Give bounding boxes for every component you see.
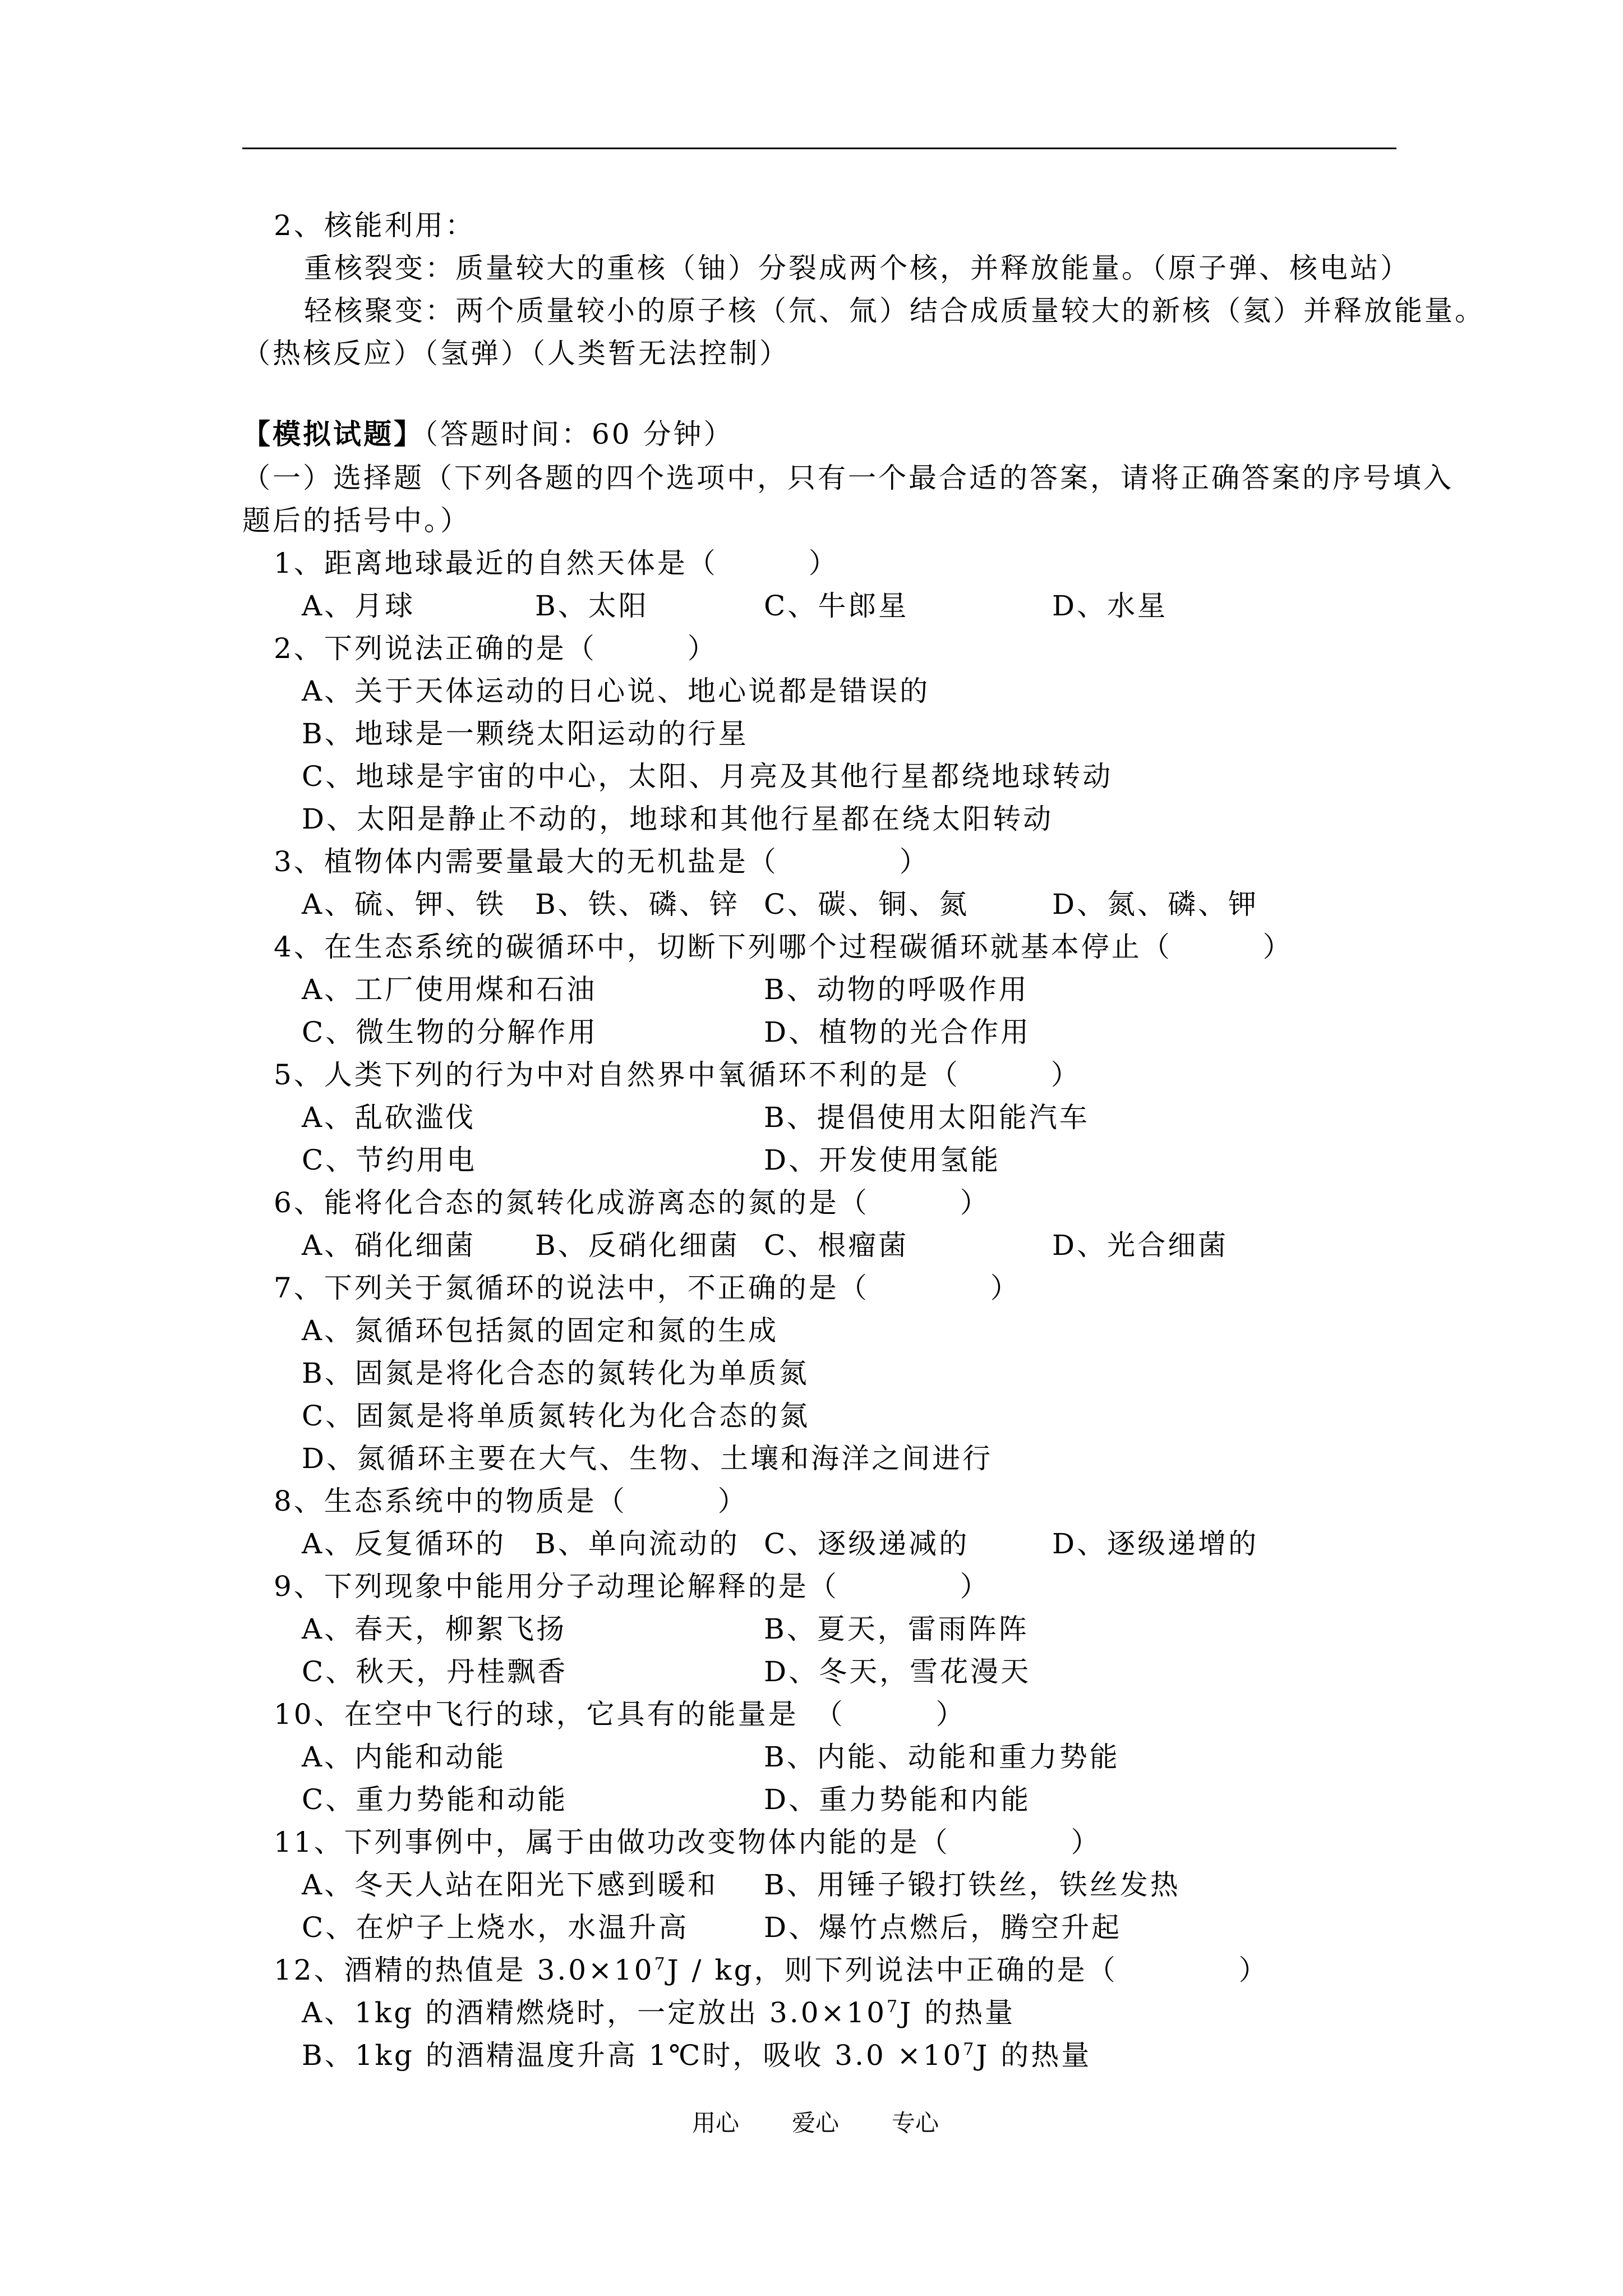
exam-title: 【模拟试题】: [242, 417, 424, 450]
question-option: D、植物的光合作用: [764, 1016, 1031, 1048]
nuclear-heading: 2、核能利用：: [274, 209, 476, 242]
question-option: A、工厂使用煤和石油: [302, 973, 597, 1006]
question-option: C、节约用电: [302, 1144, 477, 1176]
section-intro-line2: 题后的括号中。）: [242, 504, 471, 537]
question-option: D、重力势能和内能: [764, 1783, 1031, 1816]
question-option: B、太阳: [535, 590, 649, 622]
question-option: A、乱砍滥伐: [302, 1101, 476, 1134]
option-text: J 的热量: [900, 1996, 1016, 2029]
question-stem: 9、下列现象中能用分子动理论解释的是（ ）: [274, 1570, 990, 1603]
question-stem: 10、在空中飞行的球，它具有的能量是 （ ）: [274, 1698, 966, 1731]
question-option: A、氮循环包括氮的固定和氮的生成: [302, 1314, 779, 1347]
question-stem: 7、下列关于氮循环的说法中，不正确的是（ ）: [274, 1272, 1021, 1304]
question-option: D、水星: [1052, 590, 1168, 622]
question-option: B、地球是一颗绕太阳运动的行星: [302, 717, 749, 750]
header-rule: [242, 148, 1396, 149]
question-option: D、冬天，雪花漫天: [764, 1655, 1031, 1688]
question-option: D、开发使用氢能: [764, 1144, 1001, 1176]
exam-title-line: [242, 417, 734, 451]
question-stem: [274, 1953, 1269, 1987]
question-stem: 8、生态系统中的物质是（ ）: [274, 1485, 748, 1517]
question-option: A、月球: [302, 590, 416, 622]
question-option: C、重力势能和动能: [302, 1783, 568, 1816]
question-option: A、内能和动能: [302, 1741, 506, 1773]
question-stem: 4、在生态系统的碳循环中，切断下列哪个过程碳循环就基本停止（ ）: [274, 931, 1293, 963]
question-option: D、太阳是静止不动的，地球和其他行星都在绕太阳转动: [302, 803, 1054, 835]
question-option: B、提倡使用太阳能汽车: [764, 1101, 1090, 1134]
question-option: B、动物的呼吸作用: [764, 973, 1029, 1006]
question-option: C、碳、铜、氮: [764, 888, 970, 921]
question-stem: 5、人类下列的行为中对自然界中氧循环不利的是（ ）: [274, 1059, 1081, 1091]
question-option: D、逐级递增的: [1052, 1527, 1259, 1560]
section-intro-line1: （一）选择题（下列各题的四个选项中，只有一个最合适的答案，请将正确答案的序号填入: [242, 462, 1454, 494]
question-stem: 6、能将化合态的氮转化成游离态的氮的是（ ）: [274, 1186, 990, 1219]
question-option: D、氮、磷、钾: [1052, 888, 1259, 921]
question-option: A、硝化细菌: [302, 1229, 476, 1262]
question-option: A、关于天体运动的日心说、地心说都是错误的: [302, 675, 930, 707]
option-text: B、1kg 的酒精温度升高 1℃时，吸收 3.0 ×10: [302, 2039, 963, 2072]
option-text: J 的热量: [976, 2039, 1092, 2072]
question-option: C、秋天，丹桂飘香: [302, 1655, 568, 1688]
question-option: [302, 2039, 1091, 2072]
question-stem: 1、距离地球最近的自然天体是（ ）: [274, 547, 839, 579]
question-option: B、夏天，雷雨阵阵: [764, 1613, 1029, 1645]
question-option: C、地球是宇宙的中心，太阳、月亮及其他行星都绕地球转动: [302, 760, 1113, 793]
question-option: C、固氮是将单质氮转化为化合态的氮: [302, 1400, 810, 1432]
question-option: B、内能、动能和重力势能: [764, 1741, 1120, 1773]
question-option: D、氮循环主要在大气、生物、土壤和海洋之间进行: [302, 1442, 993, 1475]
question-option: C、牛郎星: [764, 590, 909, 622]
question-option: B、单向流动的: [535, 1527, 740, 1560]
question-option: B、固氮是将化合态的氮转化为单质氮: [302, 1357, 809, 1389]
question-stem: 3、植物体内需要量最大的无机盐是（ ）: [274, 845, 930, 878]
question-option: A、反复循环的: [302, 1527, 506, 1560]
exponent: 7: [963, 2040, 976, 2059]
question-option: B、铁、磷、锌: [535, 888, 740, 921]
exponent: 7: [887, 1997, 900, 2017]
option-text: A、1kg 的酒精燃烧时，一定放出 3.0×10: [302, 1996, 887, 2029]
question-option: A、春天，柳絮飞扬: [302, 1613, 567, 1645]
footer-item: 爱心: [792, 2109, 840, 2137]
question-option: C、在炉子上烧水，水温升高: [302, 1911, 689, 1944]
question-option: [302, 1996, 1015, 2030]
question-stem: 11、下列事例中，属于由做功改变物体内能的是（ ）: [274, 1826, 1101, 1858]
question-option: C、微生物的分解作用: [302, 1016, 598, 1048]
question-option: D、爆竹点燃后，腾空升起: [764, 1911, 1122, 1944]
question-option: C、逐级递减的: [764, 1527, 970, 1560]
footer-item: 专心: [892, 2109, 939, 2137]
fusion-text-line2: （热核反应）（氢弹）（人类暂无法控制）: [242, 337, 790, 370]
exponent: 7: [654, 1954, 667, 1974]
question-option: B、反硝化细菌: [535, 1229, 740, 1262]
stem-text: 12、酒精的热值是 3.0×10: [274, 1954, 654, 1986]
question-option: C、根瘤菌: [764, 1229, 909, 1262]
footer-item: 用心: [692, 2109, 740, 2137]
exam-time-note: （答题时间：60 分钟）: [424, 418, 734, 450]
question-option: A、冬天人站在阳光下感到暖和: [302, 1869, 718, 1901]
question-option: D、光合细菌: [1052, 1229, 1229, 1262]
question-option: B、用锤子锻打铁丝，铁丝发热: [764, 1869, 1181, 1901]
fission-text: 重核裂变：质量较大的重核（铀）分裂成两个核，并释放能量。（原子弹、核电站）: [304, 252, 1410, 284]
question-option: A、硫、钾、铁: [302, 888, 506, 921]
question-stem: 2、下列说法正确的是（ ）: [274, 632, 718, 665]
stem-text: J / kg，则下列说法中正确的是（ ）: [667, 1954, 1269, 1986]
fusion-text-line1: 轻核聚变：两个质量较小的原子核（氘、氚）结合成质量较大的新核（氦）并释放能量。: [304, 295, 1485, 327]
